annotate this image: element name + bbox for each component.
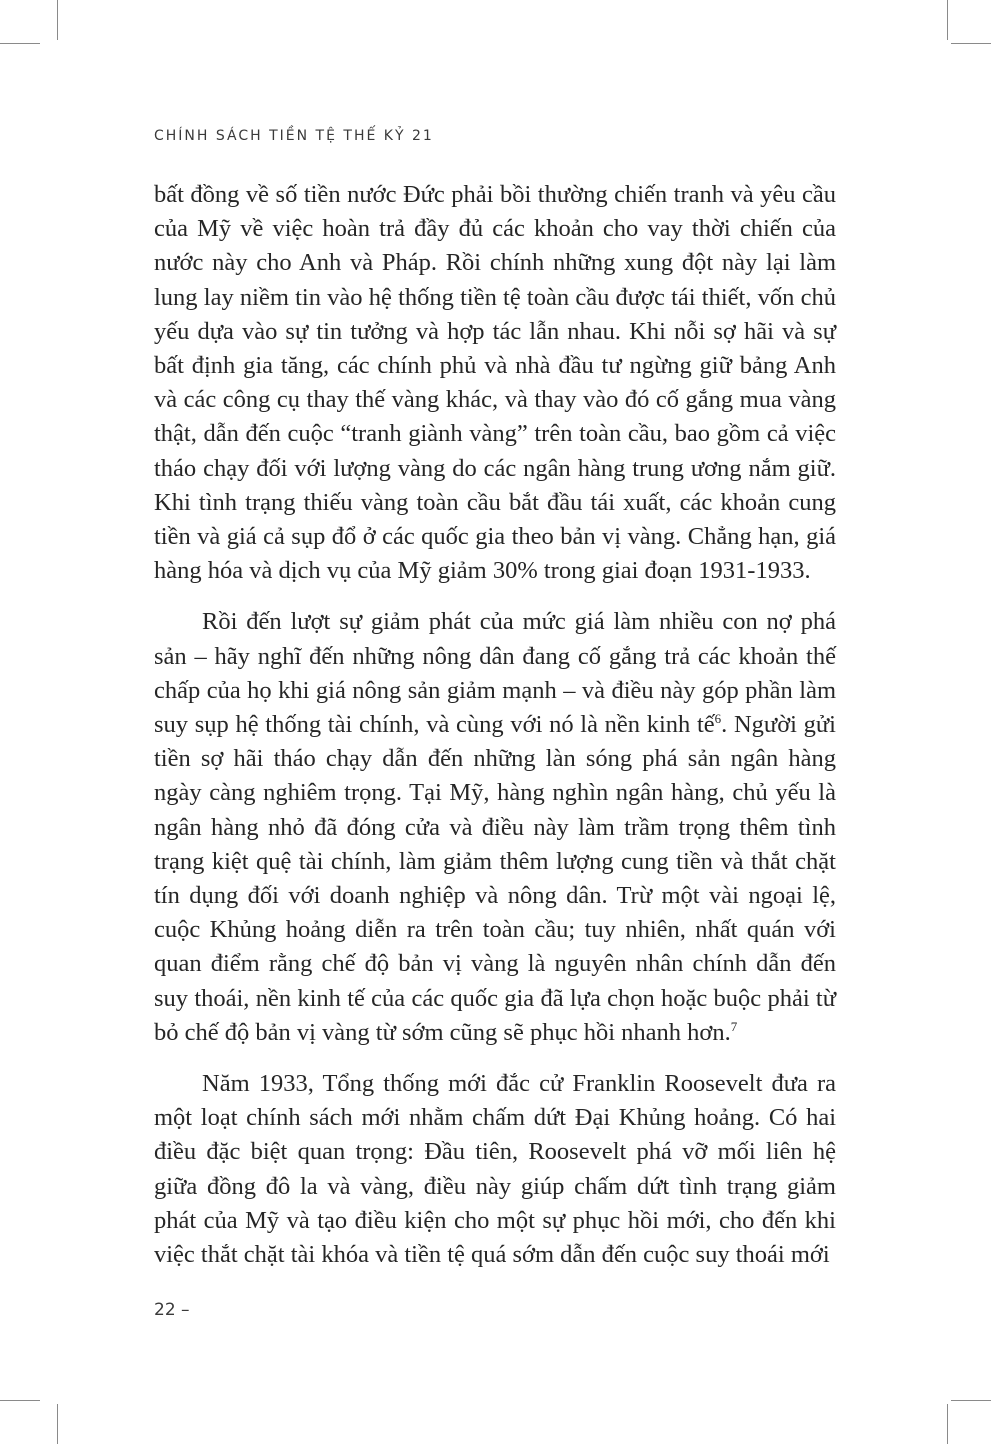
- crop-mark-top-right-horizontal: [951, 43, 991, 44]
- body-text: [154, 178, 836, 1272]
- footnote-ref-7: 7: [730, 1018, 738, 1034]
- paragraph-1: bất đồng về số tiền nước Đức phải bồi thường chiến tranh và yêu cầu của Mỹ về việc hoàn trả đầy đủ các khoản cho vay thời chiến của nước này cho Anh và Pháp. Rồi chính những xung đột này lại làm lung lay niềm tin vào hệ thống tiền tệ toàn cầu được tái thiết, vốn chủ yếu dựa vào sự tin tưởng và hợp tác lẫn nhau. Khi nỗi sợ hãi và sự bất định gia tăng, các chính phủ và nhà đầu tư ngừng giữ bảng Anh và các công cụ thay thế vàng khác, và thay vào đó cố gắng mua vàng thật, dẫn đến cuộc “tranh giành vàng” trên toàn cầu, bao gồm cả việc tháo chạy đối với lượng vàng do các ngân hàng trung ương nắm giữ. Khi tình trạng thiếu vàng toàn cầu bắt đầu tái xuất, các khoản cung tiền và giá cả sụp đổ ở các quốc gia theo bản vị vàng. Chẳng hạn, giá hàng hóa và dịch vụ của Mỹ giảm 30% trong giai đoạn 1931-1933.: [154, 181, 836, 585]
- footnote-ref-6: 6: [714, 710, 722, 726]
- crop-mark-bottom-left-horizontal: [0, 1400, 40, 1401]
- running-header: CHÍNH SÁCH TIỀN TỆ THẾ KỶ 21: [154, 128, 434, 144]
- paragraph-2-text-b: . Người gửi tiền sợ hãi tháo chạy dẫn đến những làn sóng phá sản ngân hàng ngày càng nghiêm trọng. Tại Mỹ, hàng nghìn ngân hàng, chủ yếu là ngân hàng nhỏ đã đóng cửa và điều này làm trầm trọng thêm tình trạng kiệt quệ tài chính, làm giảm thêm lượng cung tiền và thắt chặt tín dụng đối với doanh nghiệp và nông dân. Trừ một vài ngoại lệ, cuộc Khủng hoảng diễn ra trên toàn cầu; tuy nhiên, nhất quán với quan điểm rằng chế độ bản vị vàng là nguyên nhân chính dẫn đến suy thoái, nền kinh tế của các quốc gia đã lựa chọn hoặc buộc phải từ bỏ chế độ bản vị vàng từ sớm cũng sẽ phục hồi nhanh hơn.: [154, 711, 836, 1046]
- page-number: 22 –: [154, 1300, 190, 1320]
- crop-mark-bottom-right-vertical: [947, 1404, 948, 1444]
- crop-mark-top-right-vertical: [947, 0, 948, 40]
- crop-mark-top-left-horizontal: [0, 43, 40, 44]
- crop-mark-top-left-vertical: [57, 0, 58, 40]
- crop-mark-bottom-right-horizontal: [951, 1400, 991, 1401]
- paragraph-3: Năm 1933, Tổng thống mới đắc cử Franklin Roosevelt đưa ra một loạt chính sách mới nhằm chấm dứt Đại Khủng hoảng. Có hai điều đặc biệt quan trọng: Đầu tiên, Roosevelt phá vỡ mối liên hệ giữa đồng đô la và vàng, điều này giúp chấm dứt tình trạng giảm phát của Mỹ và tạo điều kiện cho một sự phục hồi mới, cho đến khi việc thắt chặt tài khóa và tiền tệ quá sớm dẫn đến cuộc suy thoái mới: [154, 1070, 836, 1269]
- paragraph-2: [154, 605, 836, 1050]
- paragraph-2-text-a: Rồi đến lượt sự giảm phát của mức giá làm nhiều con nợ phá sản – hãy nghĩ đến những nông dân đang cố gắng trả các khoản thế chấp của họ khi giá nông sản giảm mạnh – và điều này góp phần làm suy sụp hệ thống tài chính, và cùng với nó là nền kinh tế: [154, 608, 836, 739]
- crop-mark-bottom-left-vertical: [57, 1404, 58, 1444]
